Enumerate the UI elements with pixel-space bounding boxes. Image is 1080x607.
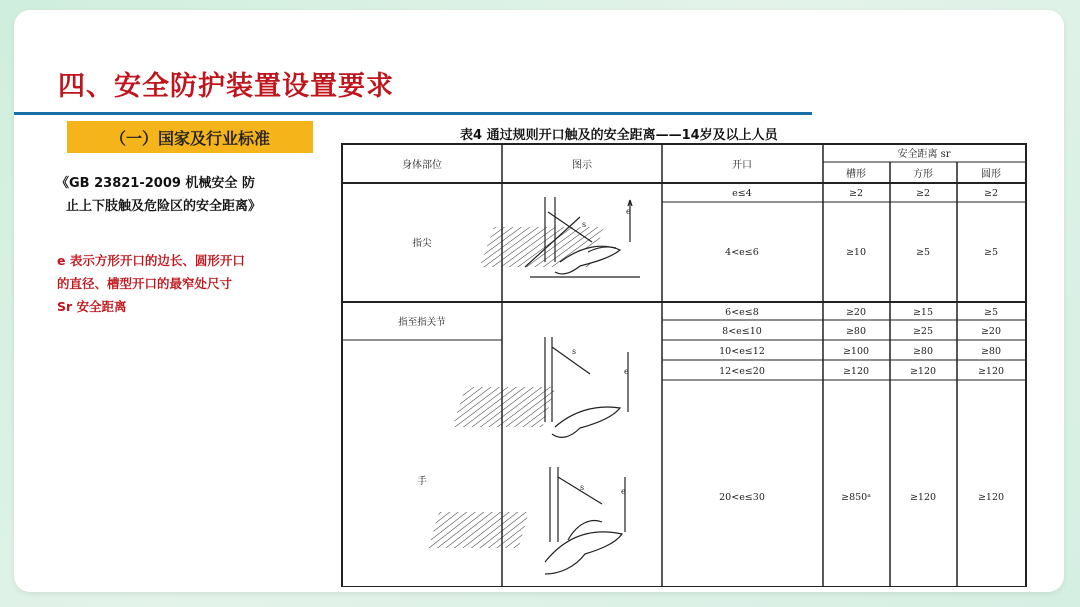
note-line-2: 的直径、槽型开口的最窄处尺寸 <box>57 276 233 291</box>
row-3-opening: 8<e≤10 <box>722 326 762 337</box>
row-6-opening: 20<e≤30 <box>719 492 765 503</box>
row-0-opening: e≤4 <box>732 188 752 199</box>
header-slot: 槽形 <box>846 169 866 180</box>
note-line-1: e 表示方形开口的边长、圆形开口 <box>57 253 245 268</box>
finger-knuckle-diagram <box>452 337 629 437</box>
fig3-label-s: s <box>580 483 585 492</box>
row-1-round: ≥5 <box>983 247 999 258</box>
slide-title: 四、安全防护装置设置要求 <box>58 71 394 102</box>
row-1-opening: 4<e≤6 <box>725 247 759 258</box>
row-1-slot: ≥10 <box>845 247 867 258</box>
row-2-square: ≥15 <box>912 307 934 318</box>
standard-reference <box>44 172 326 218</box>
row-3-square: ≥25 <box>912 326 934 337</box>
table-title: 表4 通过规则开口触及的安全距离——14岁及以上人员 <box>460 128 778 143</box>
row-2-round: ≥5 <box>983 307 999 318</box>
part-finger-knuckle: 指至指关节 <box>398 317 446 328</box>
row-5-opening: 12<e≤20 <box>719 366 765 377</box>
definition-notes <box>57 249 332 318</box>
header-body-part: 身体部位 <box>402 160 442 171</box>
part-hand: 手 <box>417 476 427 487</box>
row-1-square: ≥5 <box>915 247 931 258</box>
row-0-round: ≥2 <box>983 188 999 199</box>
header-round: 圆形 <box>981 169 1001 180</box>
part-fingertip: 指尖 <box>412 238 432 249</box>
row-6-slot: ≥850ᵃ <box>841 492 871 503</box>
row-4-square: ≥80 <box>912 346 934 357</box>
row-5-square: ≥120 <box>909 366 937 377</box>
standard-line-2: 止上下肢触及危险区的安全距离》 <box>66 199 262 214</box>
row-3-round: ≥20 <box>980 326 1002 337</box>
title-underline <box>14 112 812 115</box>
hand-diagram <box>429 467 626 574</box>
row-3-slot: ≥80 <box>845 326 867 337</box>
standard-line-1: 《GB 23821-2009 机械安全 防 <box>56 176 255 191</box>
fig1-label-s: s <box>582 220 587 229</box>
safety-distance-table <box>340 142 1030 587</box>
fig2-label-e: e <box>624 367 629 376</box>
row-6-round: ≥120 <box>977 492 1005 503</box>
header-figure: 图示 <box>572 160 592 171</box>
fig2-label-s: s <box>572 347 577 356</box>
note-line-3: Sr 安全距离 <box>57 299 127 314</box>
fig3-label-e: e <box>621 487 626 496</box>
row-2-slot: ≥20 <box>845 307 867 318</box>
row-5-round: ≥120 <box>977 366 1005 377</box>
header-safety-distance: 安全距离 sr <box>897 149 951 160</box>
row-5-slot: ≥120 <box>842 366 870 377</box>
row-4-round: ≥80 <box>980 346 1002 357</box>
section-subheading: （一）国家及行业标准 <box>67 121 313 153</box>
row-4-opening: 10<e≤12 <box>719 346 765 357</box>
header-square: 方形 <box>913 169 933 180</box>
fingertip-diagram <box>480 197 640 277</box>
fig1-label-e: e <box>626 207 631 216</box>
row-0-slot: ≥2 <box>848 188 864 199</box>
row-2-opening: 6<e≤8 <box>725 307 759 318</box>
row-6-square: ≥120 <box>909 492 937 503</box>
row-0-square: ≥2 <box>915 188 931 199</box>
row-4-slot: ≥100 <box>842 346 870 357</box>
header-opening: 开口 <box>732 160 752 171</box>
